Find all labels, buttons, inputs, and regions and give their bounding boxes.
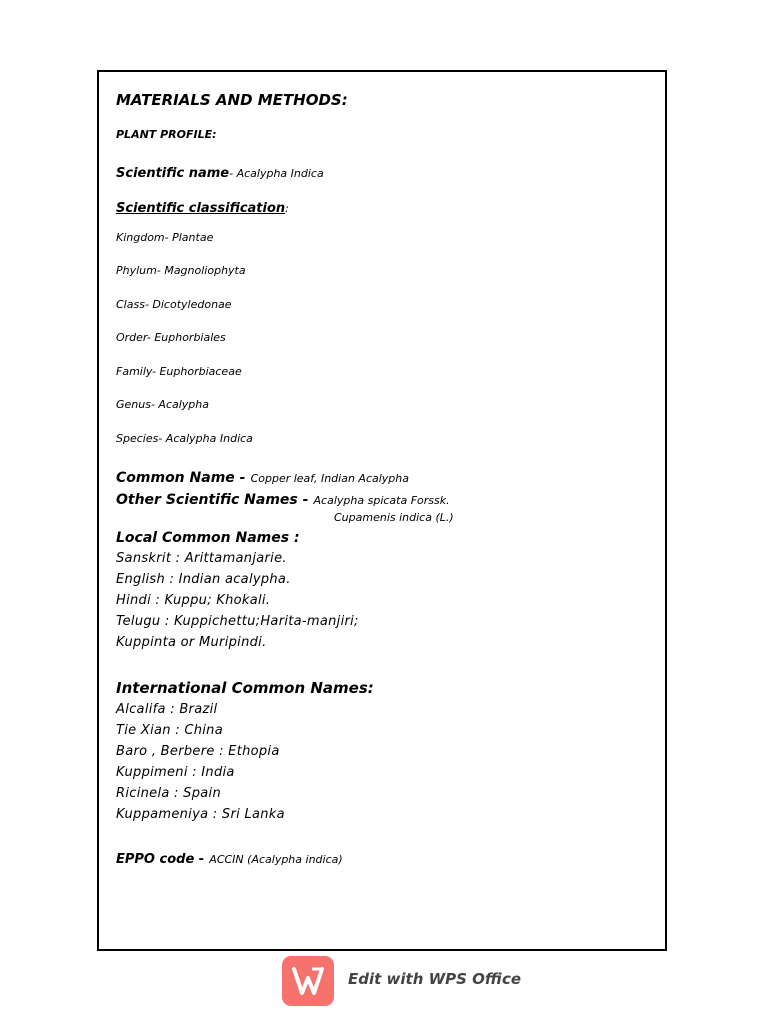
local-name-item: Sanskrit : Arittamanjarie.	[116, 551, 287, 566]
local-name-item: English : Indian acalypha.	[116, 572, 291, 587]
other-scientific-names-label: Other Scientific Names -	[116, 492, 309, 508]
scientific-name-label: Scientific name	[116, 166, 230, 181]
classification-order: Order- Euphorbiales	[116, 331, 226, 344]
classification-kingdom: Kingdom- Plantae	[116, 231, 214, 244]
classification-class: Class- Dicotyledonae	[116, 298, 232, 311]
scientific-classification-label: Scientific classification	[116, 201, 286, 216]
plant-profile-heading: PLANT PROFILE:	[116, 128, 217, 141]
international-common-names-title: International Common Names:	[116, 679, 374, 697]
other-scientific-names-row	[116, 489, 450, 508]
international-name-item: Kuppimeni : India	[116, 765, 235, 780]
international-name-item: Alcalifa : Brazil	[116, 702, 218, 717]
section-heading: MATERIALS AND METHODS:	[116, 91, 348, 109]
wps-footer[interactable]	[282, 956, 522, 1006]
scientific-name-row	[116, 162, 324, 181]
common-name-label: Common Name -	[116, 470, 246, 486]
eppo-code-value: ACCIN (Acalypha indica)	[209, 853, 343, 866]
international-name-item: Baro , Berbere : Ethopia	[116, 744, 280, 759]
local-name-item: Telugu : Kuppichettu;Harita-manjiri;	[116, 614, 359, 629]
scientific-classification-suffix: :	[285, 202, 289, 215]
international-name-item: Ricinela : Spain	[116, 786, 221, 801]
local-name-item: Hindi : Kuppu; Khokali.	[116, 593, 271, 608]
eppo-code-row	[116, 848, 343, 867]
common-name-value: Copper leaf, Indian Acalypha	[250, 472, 409, 485]
other-scientific-names-value-1: Acalypha spicata Forssk.	[313, 494, 450, 507]
common-name-row	[116, 467, 409, 486]
other-scientific-names-value-2: Cupamenis indica (L.)	[334, 511, 454, 524]
local-name-item: Kuppinta or Muripindi.	[116, 635, 267, 650]
edit-with-wps-text[interactable]: Edit with WPS Office	[348, 970, 522, 988]
classification-phylum: Phylum- Magnoliophyta	[116, 264, 246, 277]
wps-logo-icon	[282, 956, 334, 1006]
classification-family: Family- Euphorbiaceae	[116, 365, 242, 378]
international-name-item: Tie Xian : China	[116, 723, 223, 738]
scientific-name-value: - Acalypha Indica	[229, 167, 324, 180]
local-common-names-title: Local Common Names :	[116, 530, 300, 546]
classification-species: Species- Acalypha Indica	[116, 432, 253, 445]
eppo-code-label: EPPO code -	[116, 852, 205, 867]
international-name-item: Kuppameniya : Sri Lanka	[116, 807, 285, 822]
scientific-classification-row	[116, 197, 289, 216]
classification-genus: Genus- Acalypha	[116, 398, 210, 411]
